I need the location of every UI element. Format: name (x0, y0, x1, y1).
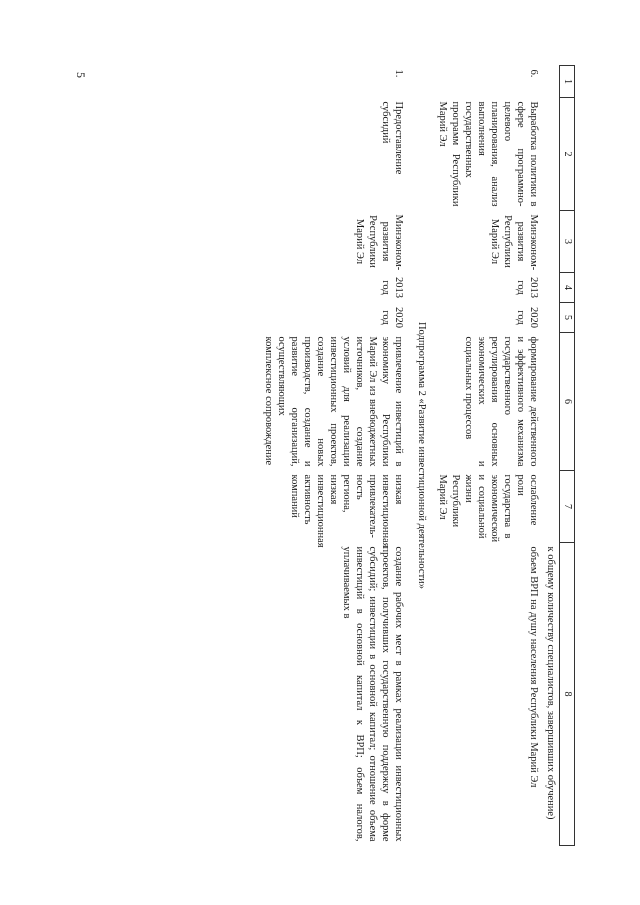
page-number: 5 (74, 72, 88, 78)
row1-result: привлечение инвестиций в экономику Республики Марий Эл из внебюджетных источников, создание условий для реализации инвестиционных проектов, создание новых производств, создание и развитие организаций, осуществляющих комплексное сопровождение (263, 336, 404, 467)
row6-end: 2020 год (515, 307, 539, 328)
col-num-2: 2 (560, 98, 575, 211)
row6-indicators: объем ВРП на душу населения Республики Марий Эл (528, 546, 539, 788)
continuation-row (542, 66, 560, 846)
col-num-8: 8 (560, 543, 575, 846)
row1-event: Предоставление субсидий (380, 101, 404, 175)
row6-consequences: ослабление роли государства в экономической и социальной жизни Республики Марий Эл (437, 474, 539, 543)
row1-start: 2013 год (380, 277, 404, 298)
continuation-cell: к общему количеству специалистов, завершивших обучение) (545, 546, 556, 820)
table-row-1 (260, 66, 407, 846)
table-row-6 (434, 66, 542, 846)
col-num-5: 5 (560, 303, 575, 333)
row6-start: 2013 год (515, 277, 539, 298)
row6-executor: Минэконом-развития Республики Марий Эл (489, 214, 539, 271)
row6-result: формирование действенного и эффективного механизма государственного регулирования основных экономических и социальных процессов (463, 336, 539, 467)
row1-consequences: низкая инвестиционная привлекатель-ность региона, низкая инвестиционная активность компаний (289, 474, 404, 548)
col-num-6: 6 (560, 333, 575, 471)
row1-num: 1. (393, 69, 404, 78)
subprogram-title: Подпрограмма 2 «Развитие инвестиционной деятельности» (416, 321, 427, 590)
row1-indicators: создание рабочих мест в рамках реализации инвестиционных проектов, получивших государственную поддержку в форме субсидий; инвестиции в основной капитал; отношение объема инвестиций в основной капитал к ВРП; объем налогов, уплачиваемых в (341, 546, 404, 842)
col-num-7: 7 (560, 471, 575, 543)
col-num-4: 4 (560, 273, 575, 303)
row6-event: Выработка политики в сфере программно-целевого планирования, анализ выполнения государственных программ Республики Марий Эл (437, 101, 539, 207)
rotated-table-page (105, 65, 575, 845)
subprogram-row (407, 66, 434, 846)
row1-end: 2020 год (380, 307, 404, 328)
col-num-3: 3 (560, 211, 575, 273)
events-table (260, 65, 575, 846)
row6-num: 6. (528, 69, 539, 78)
column-number-row (560, 66, 575, 846)
col-num-1: 1 (560, 66, 575, 98)
row1-executor: Минэконом-развития Республики Марий Эл (354, 214, 404, 271)
